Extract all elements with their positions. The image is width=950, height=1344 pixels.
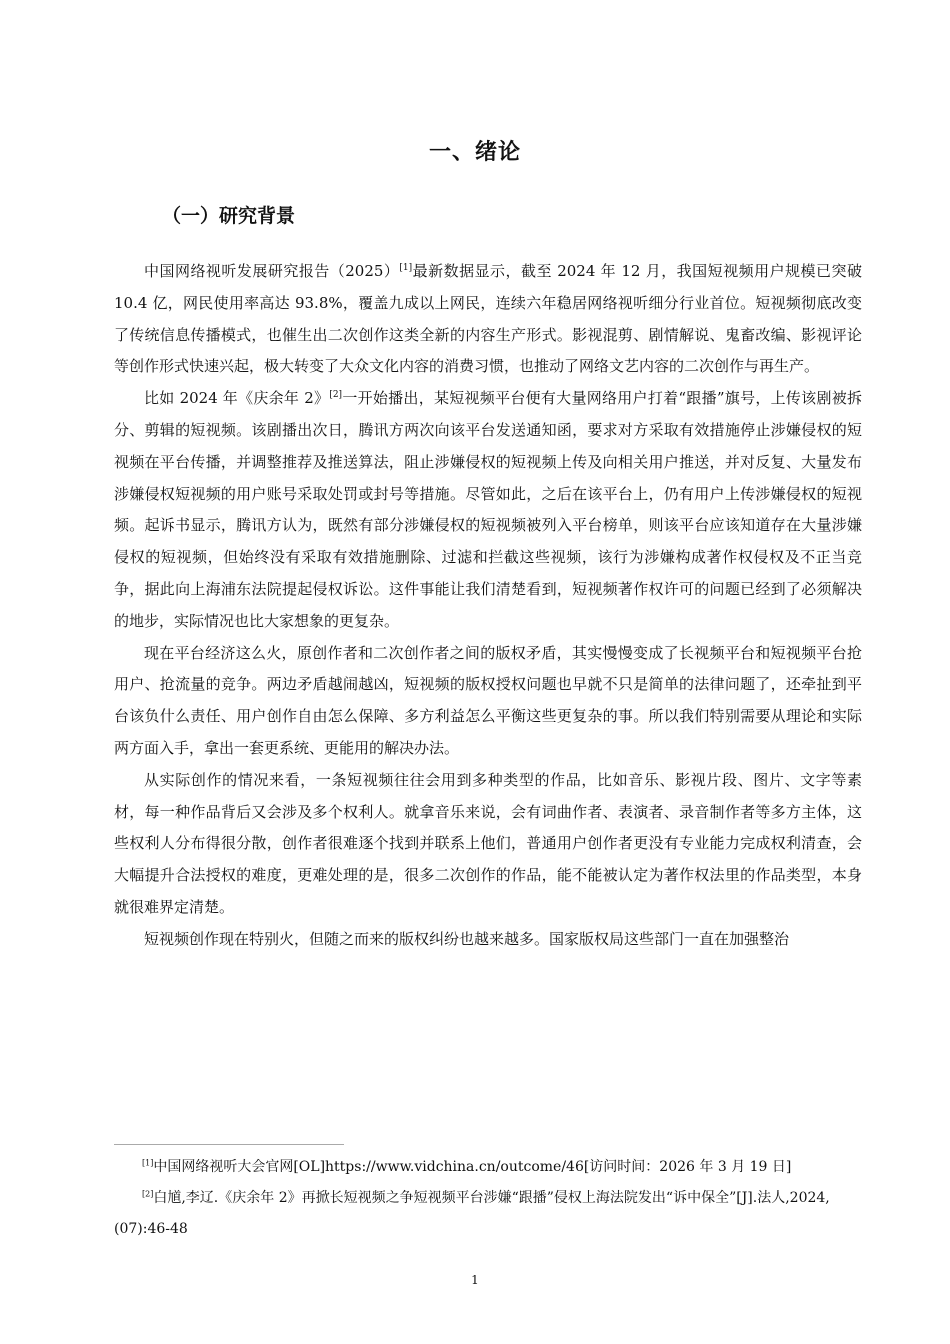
body-text xyxy=(114,256,862,956)
citation-ref[interactable]: [1] xyxy=(399,263,413,273)
citation-ref[interactable]: [2] xyxy=(329,390,343,401)
footnote-mark: [1] xyxy=(142,1158,154,1168)
paragraph-text: 最新数据显示，截至 2024 年 12 月，我国短视频用户规模已突破 10.4 亿，网民使用率高达 93.8%，覆盖九成以上网民，连续六年稳居网络视听细分行业首位。短视频彻底改变了传统信息传播模式，也催生出二次创作这类全新的内容生产形式。影视混剪、剧情解说、鬼畜改编、影视评论等创作形式快速兴起，极大转变了大众文化内容的消费习惯，也推动了网络文艺内容的二次创作与再生产。 xyxy=(114,262,862,376)
paragraph-text: 从实际创作的情况来看，一条短视频往往会用到多种类型的作品，比如音乐、影视片段、图片、文字等素材，每一种作品背后又会涉及多个权利人。就拿音乐来说，会有词曲作者、表演者、录音制作者等多方主体，这些权利人分布得很分散，创作者很难逐个找到并联系上他们，普通用户创作者更没有专业能力完成权利清查，会大幅提升合法授权的难度，更难处理的是，很多二次创作的作品，能不能被认定为著作权法里的作品类型，本身就很难界定清楚。 xyxy=(114,770,862,916)
paragraph-text: 现在平台经济这么火，原创作者和二次创作者之间的版权矛盾，其实慢慢变成了长视频平台和短视频平台抢用户、抢流量的竞争。两边矛盾越闹越凶，短视频的版权授权问题也早就不只是简单的法律问题了，还牵扯到平台该负什么责任、用户创作自由怎么保障、多方利益怎么平衡这些更复杂的事。所以我们特别需要从理论和实际两方面入手，拿出一套更系统、更能用的解决办法。 xyxy=(114,643,862,757)
paragraph xyxy=(114,924,862,956)
footnote xyxy=(114,1183,874,1245)
paragraph-text: 短视频创作现在特别火，但随之而来的版权纠纷也越来越多。国家版权局这些部门一直在加强整治 xyxy=(144,929,790,948)
footnotes xyxy=(114,1152,874,1245)
chapter-title: 一、绪论 xyxy=(428,140,521,165)
section-title: （一）研究背景 xyxy=(162,205,296,227)
paragraph xyxy=(114,256,862,383)
paragraph-text: 比如 2024 年《庆余年 2》 xyxy=(144,389,330,408)
paragraph xyxy=(114,765,862,924)
paragraph-text: 一开始播出，某短视频平台便有大量网络用户打着“跟播”旗号，上传该剧被拆分、剪辑的短视频。该剧播出次日，腾讯方两次向该平台发送通知函，要求对方采取有效措施停止涉嫌侵权的短视频在平台传播，并调整推荐及推送算法，阻止涉嫌侵权的短视频上传及向相关用户推送，并对反复、大量发布涉嫌侵权短视频的用户账号采取处罚或封号等措施。尽管如此，之后在该平台上，仍有用户上传涉嫌侵权的短视频。起诉书显示，腾讯方认为，既然有部分涉嫌侵权的短视频被列入平台榜单，则该平台应该知道存在大量涉嫌侵权的短视频，但始终没有采取有效措施删除、过滤和拦截这些视频，该行为涉嫌构成著作权侵权及不正当竞争，据此向上海浦东法院提起侵权诉讼。这件事能让我们清楚看到，短视频著作权许可的问题已经到了必须解决的地步，实际情况也比大家想象的更复杂。 xyxy=(114,389,862,630)
page-number: 1 xyxy=(471,1273,479,1287)
paragraph xyxy=(114,638,862,765)
footnote-mark: [2] xyxy=(142,1189,154,1199)
paragraph xyxy=(114,383,862,637)
footnote-separator xyxy=(114,1144,344,1145)
footnote-text: 中国网络视听大会官网[OL]https://www.vidchina.cn/outcome/46[访问时间：2026 年 3 月 19 日] xyxy=(153,1159,792,1175)
footnote xyxy=(114,1152,874,1183)
paragraph-text: 中国网络视听发展研究报告（2025） xyxy=(144,262,400,280)
footnote-text: 白馗,李辽.《庆余年 2》再掀长短视频之争短视频平台涉嫌“跟播”侵权上海法院发出“诉中保全”[J].法人,2024,(07):46-48 xyxy=(114,1190,830,1237)
